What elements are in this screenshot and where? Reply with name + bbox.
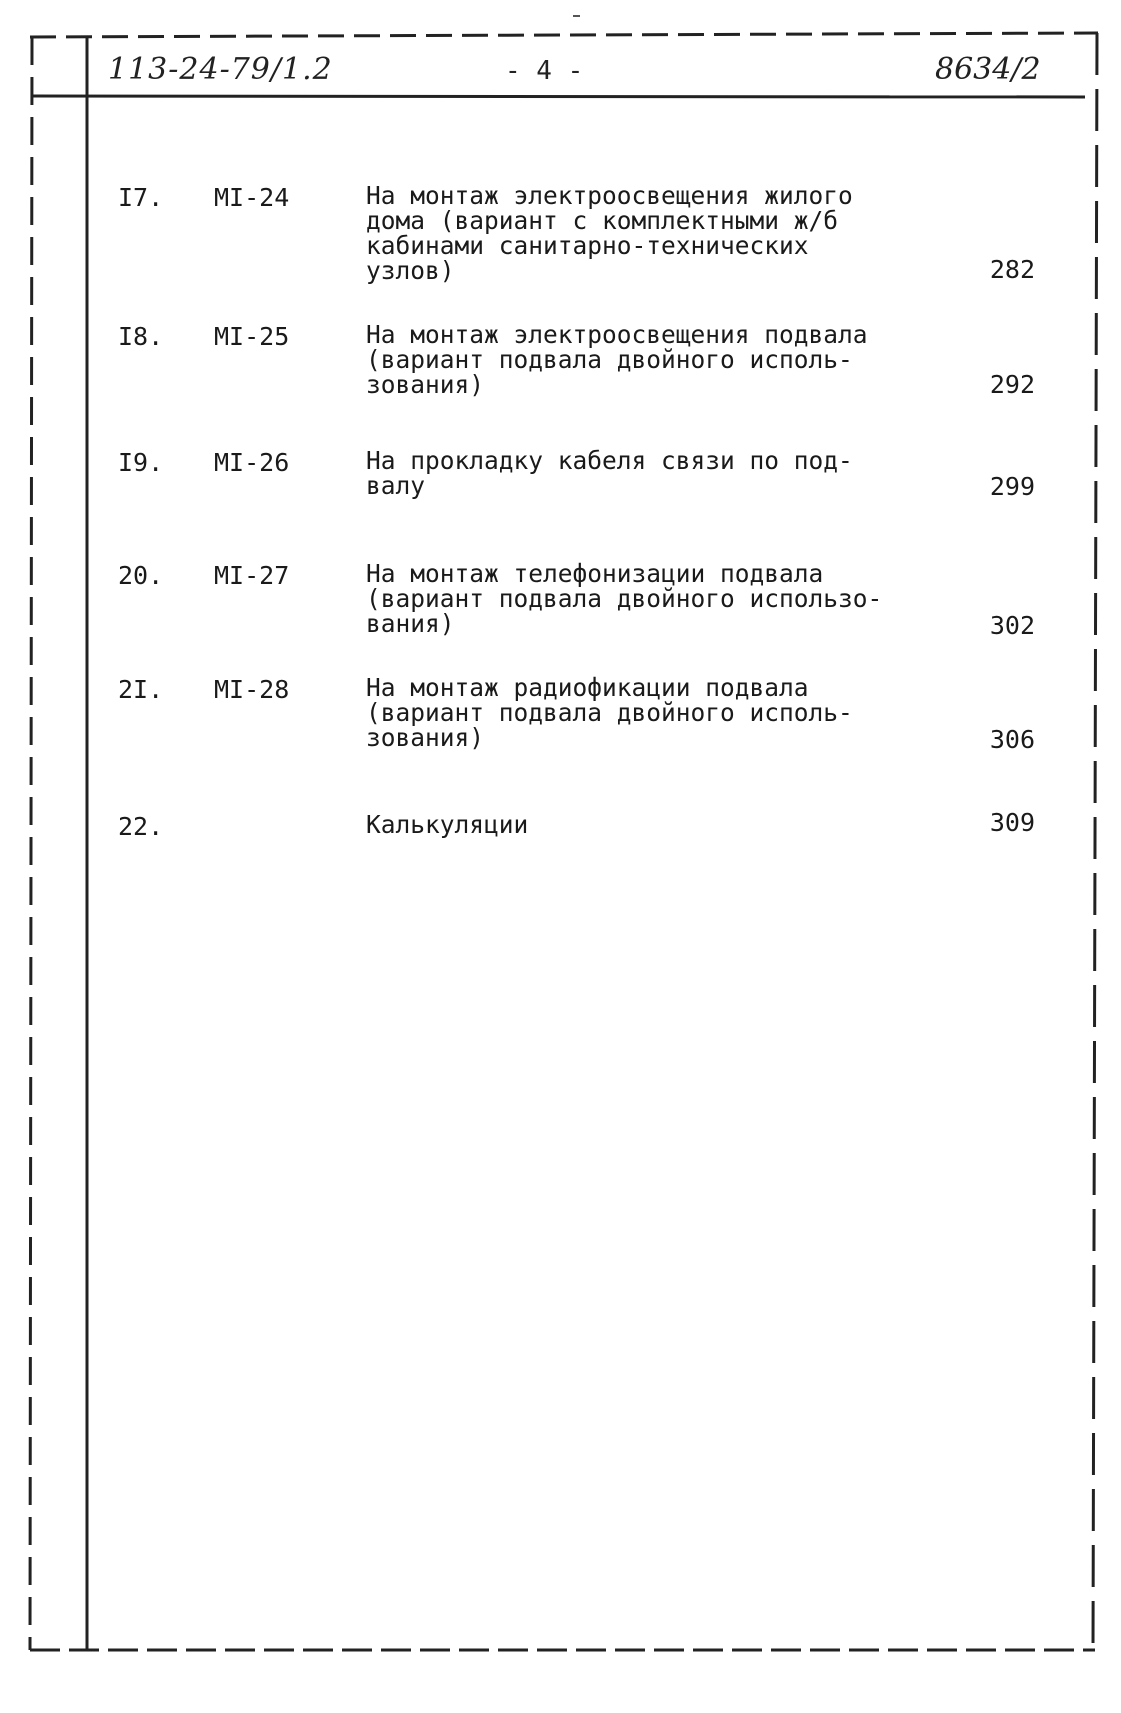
entry-page: 282 <box>989 255 1035 284</box>
description-line: На монтаж радиофикации подвала <box>366 673 809 702</box>
document-number: 113-24-79/1.2 <box>108 52 333 87</box>
entry-code: МI-27 <box>214 561 290 590</box>
entry-description <box>366 322 926 397</box>
description-line: На монтаж электроосвещения жилого <box>366 181 853 210</box>
entry-code: МI-25 <box>214 322 290 351</box>
description-line: вания) <box>366 609 455 638</box>
description-line: узлов) <box>366 256 455 285</box>
description-line: (вариант подвала двойного исполь- <box>366 698 853 727</box>
entry-description <box>366 812 926 837</box>
page-number: - 4 - <box>505 56 584 86</box>
entry-description <box>366 675 926 750</box>
entry-page: 299 <box>989 472 1035 501</box>
description-line: кабинами санитарно-технических <box>366 231 809 260</box>
entry-code: МI-28 <box>214 675 290 704</box>
entry-number: 22. <box>118 812 164 841</box>
entry-description <box>366 561 926 636</box>
description-line: На прокладку кабеля связи по под- <box>366 446 853 475</box>
description-line: зования) <box>366 723 485 752</box>
entry-number: I8. <box>118 322 164 351</box>
description-line: (вариант подвала двойного исполь- <box>366 345 853 374</box>
entry-page: 302 <box>989 611 1035 640</box>
description-line: На монтаж электроосвещения подвала <box>366 320 868 349</box>
entry-code: МI-26 <box>214 448 290 477</box>
entry-page: 309 <box>989 808 1035 837</box>
entry-description <box>366 448 926 498</box>
description-line: зования) <box>366 370 485 399</box>
entry-code: МI-24 <box>214 183 290 212</box>
entry-number: 2I. <box>118 675 164 704</box>
entry-number: I9. <box>118 448 164 477</box>
entry-description <box>366 183 926 283</box>
description-line: На монтаж телефонизации подвала <box>366 559 824 588</box>
description-line: дома (вариант с комплектными ж/б <box>366 206 839 235</box>
entry-number: 20. <box>118 561 164 590</box>
entry-page: 306 <box>989 725 1035 754</box>
description-line: Калькуляции <box>366 810 529 839</box>
sheet-code: 8634/2 <box>935 52 1041 87</box>
description-line: (вариант подвала двойного использо- <box>366 584 883 613</box>
description-line: валу <box>366 471 426 500</box>
entry-page: 292 <box>989 370 1035 399</box>
entry-number: I7. <box>118 183 164 212</box>
